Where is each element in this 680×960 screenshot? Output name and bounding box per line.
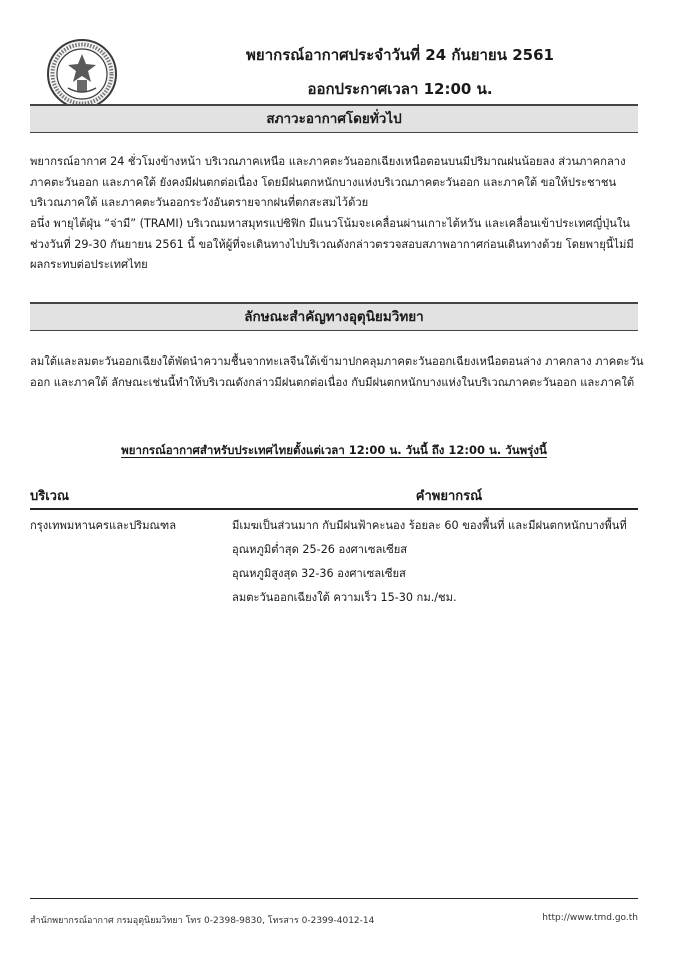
forecast-line: อุณหภูมิต่ำสุด 25-26 องศาเซลเซียส (232, 543, 408, 556)
issue-time: ออกประกาศเวลา 12:00 น. (307, 80, 493, 98)
general-paragraph-2: อนึ่ง พายุไต้ฝุ่น “จ่ามี” (TRAMI) บริเวณมหาสมุทรแปซิฟิก มีแนวโน้มจะเคลื่อนผ่านเกาะไต้หวัน และเคลื่อนเข้าประเทศญี่ปุ่นในช่วงวันที่ 29-30 กันยายน 2561 นี้ ขอให้ผู้ที่จะเดินทางไปบริเวณดังกล่าวตรวจสอบสภาพอากาศก่อนเดินทางด้วย โดยพายุนี้ไม่มีผลกระทบต่อประเทศไทย (30, 217, 634, 271)
column-header-forecast: คำพยากรณ์ (415, 489, 483, 504)
forecast-heading (30, 440, 638, 460)
tmd-seal-graphic (46, 38, 118, 110)
forecast-table-header (30, 486, 638, 510)
footer-url-link[interactable]: http://www.tmd.go.th (542, 913, 638, 923)
section-heading-meteorology: ลักษณะสำคัญทางอุตุนิยมวิทยา (30, 302, 638, 331)
column-header-region: บริเวณ (30, 489, 70, 504)
forecast-line: มีเมฆเป็นส่วนมาก กับมีฝนฟ้าคะนอง ร้อยละ 60 ของพื้นที่ และมีฝนตกหนักบางพื้นที่ (232, 519, 627, 532)
forecast-line: ลมตะวันออกเฉียงใต้ ความเร็ว 15-30 กม./ชม. (232, 591, 457, 604)
footer-contact: สำนักพยากรณ์อากาศ กรมอุตุนิยมวิทยา โทร 0-2398-9830, โทรสาร 0-2399-4012-14 (30, 916, 375, 926)
section-heading-general: สภาวะอากาศโดยทั่วไป (30, 104, 638, 133)
table-row-forecast (232, 516, 632, 612)
footer-divider (30, 898, 638, 899)
forecast-line: อุณหภูมิสูงสุด 32-36 องศาเซลเซียส (232, 567, 406, 580)
table-row-region: กรุงเทพมหานครและปริมณฑล (30, 519, 177, 532)
tmd-seal-icon (46, 38, 118, 110)
meteorology-paragraph: ลมใต้และลมตะวันออกเฉียงใต้พัดนำความชื้นจากทะเลจีนใต้เข้ามาปกคลุมภาคตะวันออกเฉียงเหนือตอนล่าง ภาคกลาง ภาคตะวันออก และภาคใต้ ลักษณะเช่นนี้ทำให้บริเวณดังกล่าวมีฝนตกต่อเนื่อง กับมีฝนตกหนักบางแห่งในบริเวณภาคตะวันออก และภาคใต้ (30, 355, 644, 389)
page-title: พยากรณ์อากาศประจำวันที่ 24 กันยายน 2561 (246, 46, 554, 64)
forecast-heading-text: พยากรณ์อากาศสำหรับประเทศไทยตั้งแต่เวลา 12:00 น. วันนี้ ถึง 12:00 น. วันพรุ่งนี้ (121, 443, 547, 457)
general-paragraph-1: พยากรณ์อากาศ 24 ชั่วโมงข้างหน้า บริเวณภาคเหนือ และภาคตะวันออกเฉียงเหนือตอนบนมีปริมาณฝนน้อยลง ส่วนภาคกลาง ภาคตะวันออก และภาคใต้ ยังคงมีฝนตกต่อเนื่อง โดยมีฝนตกหนักบางแห่งบริเวณภาคตะวันออก และภาคใต้ ขอให้ประชาชนบริเวณภาคใต้ และภาคตะวันออกระวังอันตรายจากฝนที่ตกสะสมไว้ด้วย (30, 155, 626, 209)
